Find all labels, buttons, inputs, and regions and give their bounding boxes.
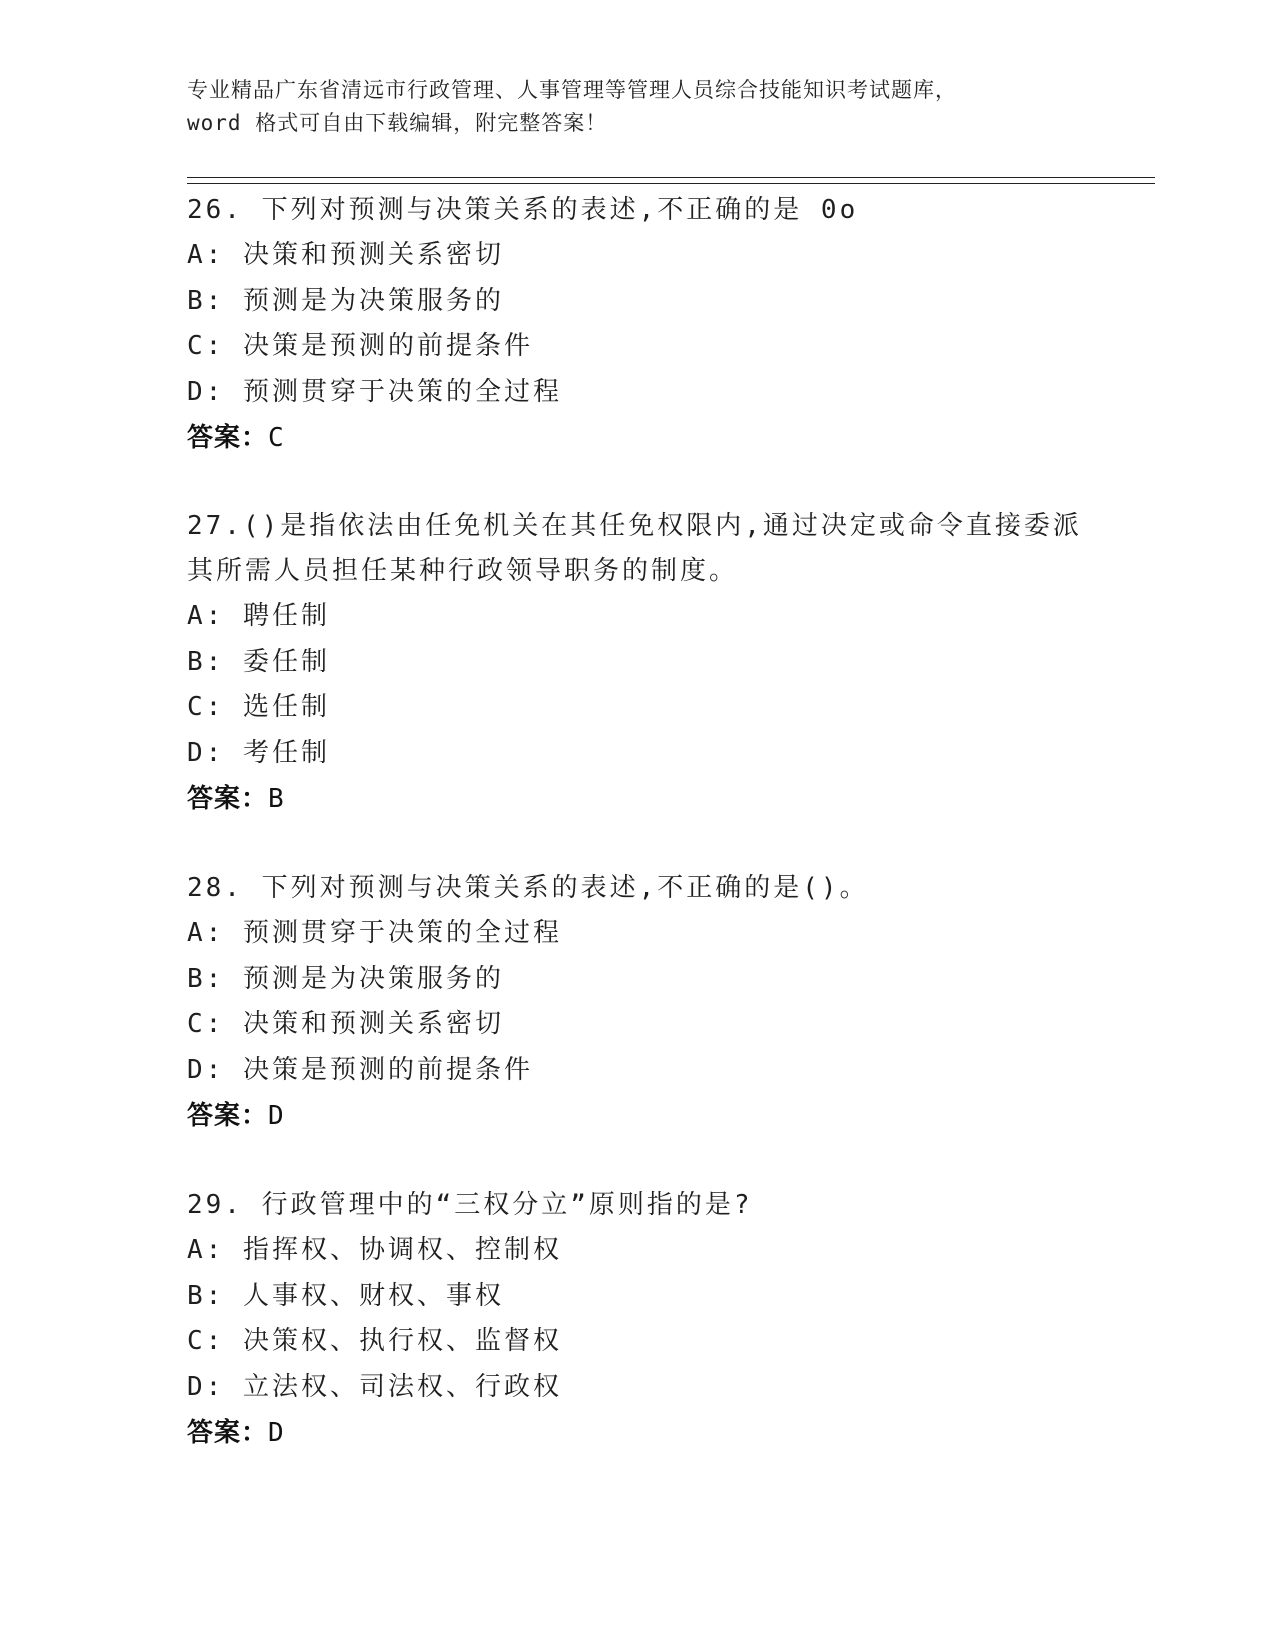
option-c bbox=[187, 685, 1087, 731]
question-stem bbox=[187, 188, 1087, 233]
option-letter: D: bbox=[187, 1054, 225, 1085]
question-stem bbox=[187, 866, 1087, 911]
option-letter: A: bbox=[187, 240, 225, 270]
answer-value: D bbox=[268, 1101, 285, 1131]
option-text: 人事权、财权、事权 bbox=[242, 1280, 504, 1311]
option-text: 决策和预测关系密切 bbox=[242, 1009, 504, 1039]
question-27 bbox=[187, 504, 1087, 822]
option-d bbox=[187, 1048, 1087, 1094]
document-header bbox=[187, 74, 1087, 140]
answer-line bbox=[187, 415, 1087, 461]
answer-line bbox=[187, 1410, 1087, 1456]
option-letter: A: bbox=[187, 601, 225, 631]
option-letter: D: bbox=[187, 737, 225, 768]
option-text: 预测贯穿于决策的全过程 bbox=[242, 376, 562, 407]
option-text: 决策和预测关系密切 bbox=[242, 240, 504, 270]
question-stem-line: 26. 下列对预测与决策关系的表述,不正确的是 0o bbox=[187, 195, 859, 225]
answer-line bbox=[187, 1093, 1087, 1139]
option-text: 决策是预测的前提条件 bbox=[242, 1054, 533, 1085]
option-b bbox=[187, 1274, 1087, 1320]
option-letter: D: bbox=[187, 376, 225, 407]
option-letter: A: bbox=[187, 1235, 225, 1265]
option-b bbox=[187, 957, 1087, 1003]
option-text: 选任制 bbox=[242, 692, 330, 722]
option-a bbox=[187, 233, 1087, 279]
option-letter: C: bbox=[187, 331, 225, 361]
answer-label: 答案： bbox=[187, 784, 269, 814]
option-b bbox=[187, 640, 1087, 686]
option-text: 决策权、执行权、监督权 bbox=[242, 1326, 562, 1356]
option-text: 预测贯穿于决策的全过程 bbox=[242, 918, 562, 948]
option-d bbox=[187, 370, 1087, 416]
option-a bbox=[187, 911, 1087, 957]
question-26 bbox=[187, 188, 1087, 461]
option-letter: A: bbox=[187, 918, 225, 948]
option-a bbox=[187, 1228, 1087, 1274]
header-line-1: 专业精品广东省清远市行政管理、人事管理等管理人员综合技能知识考试题库， bbox=[187, 78, 957, 102]
header-divider-bottom bbox=[187, 183, 1155, 184]
question-stem bbox=[187, 504, 1087, 594]
option-text: 预测是为决策服务的 bbox=[242, 285, 504, 316]
answer-value: C bbox=[268, 423, 285, 453]
option-d bbox=[187, 1365, 1087, 1411]
option-a bbox=[187, 594, 1087, 640]
option-letter: B: bbox=[187, 285, 225, 316]
option-text: 聘任制 bbox=[242, 601, 330, 631]
option-list bbox=[187, 911, 1087, 1093]
answer-label: 答案： bbox=[187, 1101, 269, 1131]
option-list bbox=[187, 594, 1087, 776]
header-line-2: word 格式可自由下载编辑，附完整答案！ bbox=[187, 111, 608, 135]
question-stem-line: 29. 行政管理中的“三权分立”原则指的是? bbox=[187, 1190, 753, 1220]
option-letter: C: bbox=[187, 692, 225, 722]
option-list bbox=[187, 1228, 1087, 1410]
option-letter: C: bbox=[187, 1326, 225, 1356]
answer-value: B bbox=[268, 784, 285, 814]
option-letter: D: bbox=[187, 1371, 225, 1402]
question-stem-line: 28. 下列对预测与决策关系的表述,不正确的是()。 bbox=[187, 873, 869, 903]
option-letter: C: bbox=[187, 1009, 225, 1039]
option-letter: B: bbox=[187, 646, 225, 677]
option-d bbox=[187, 731, 1087, 777]
header-divider-top bbox=[187, 177, 1155, 178]
question-28 bbox=[187, 866, 1087, 1139]
option-text: 决策是预测的前提条件 bbox=[242, 331, 533, 361]
option-c bbox=[187, 1319, 1087, 1365]
option-text: 立法权、司法权、行政权 bbox=[242, 1371, 562, 1402]
question-29 bbox=[187, 1183, 1087, 1456]
option-text: 委任制 bbox=[242, 646, 330, 677]
option-letter: B: bbox=[187, 1280, 225, 1311]
option-c bbox=[187, 1002, 1087, 1048]
answer-value: D bbox=[268, 1418, 285, 1448]
question-stem-line: 其所需人员担任某种行政领导职务的制度。 bbox=[187, 556, 739, 586]
answer-label: 答案： bbox=[187, 423, 269, 453]
option-c bbox=[187, 324, 1087, 370]
option-list bbox=[187, 233, 1087, 415]
answer-line bbox=[187, 776, 1087, 822]
option-text: 考任制 bbox=[242, 737, 330, 768]
answer-label: 答案： bbox=[187, 1418, 269, 1448]
question-stem-line: 27.()是指依法由任免机关在其任免权限内,通过决定或命令直接委派 bbox=[187, 511, 1082, 541]
option-text: 指挥权、协调权、控制权 bbox=[242, 1235, 562, 1265]
option-b bbox=[187, 279, 1087, 325]
option-letter: B: bbox=[187, 963, 225, 994]
question-stem bbox=[187, 1183, 1087, 1228]
option-text: 预测是为决策服务的 bbox=[242, 963, 504, 994]
